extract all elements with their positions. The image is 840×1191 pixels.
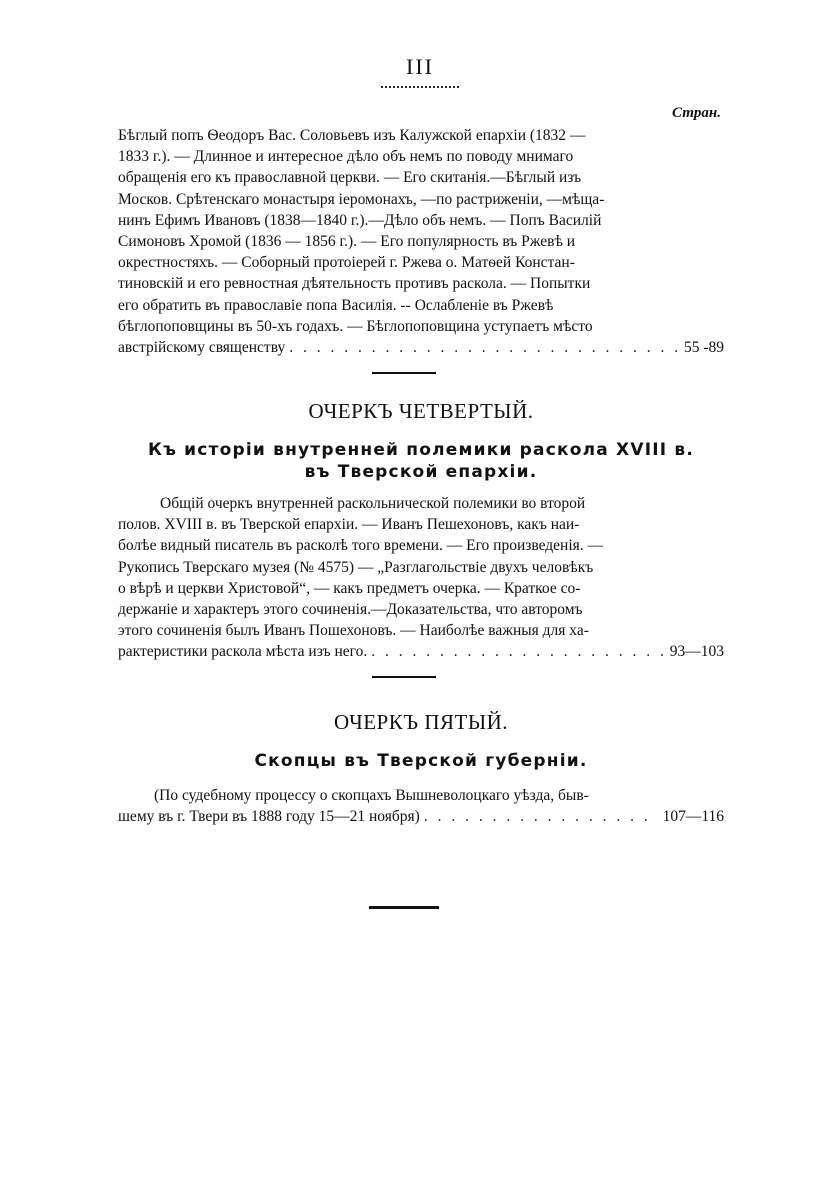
text-line: Бѣглый попъ Ѳеодоръ Вас. Соловьевъ изъ Калужской епархіи (1832 —: [118, 127, 586, 144]
page-number-dotted-rule: [381, 86, 459, 88]
text-line: Общій очеркъ внутренней раскольнической полемики во второй: [160, 495, 586, 512]
page-range: 55 -89: [683, 338, 724, 356]
toc-entry-last-line: [118, 806, 724, 827]
page-range: 107—116: [662, 808, 724, 826]
text-line: тиновскій и его ревностная дѣятельность противъ раскола. — Попытки: [118, 275, 591, 293]
text-line: Симоновъ Хромой (1836 — 1856 г.). — Его популярность въ Ржевѣ и: [118, 232, 576, 250]
text-line-end: рактеристики раскола мѣста изъ него.: [118, 643, 368, 661]
text-line: окрестностяхъ. — Соборный протоіерей г. Ржева о. Матѳей Констан-: [118, 254, 575, 272]
text-line: его обратить въ православіе попа Василія. -- Ослабленіе въ Ржевѣ: [118, 296, 554, 314]
toc-entry-last-line: [118, 641, 724, 662]
text-line: обращенія его къ православной церкви. — Его скитанія.—Бѣглый изъ: [118, 169, 582, 187]
pages-column-label: Стран.: [672, 105, 721, 121]
text-line: (По судебному процессу о скопцахъ Вышневолоцкаго уѣзда, быв-: [154, 787, 589, 804]
page-range: 93—103: [669, 643, 724, 661]
dot-leader: [367, 641, 664, 662]
text-line: о вѣрѣ и церкви Христовой“, — какъ предметъ очерка. — Краткое со-: [118, 579, 581, 597]
essay-subtitle: въ Тверской епархіи.: [304, 462, 538, 482]
text-line: Москов. Срѣтенскаго монастыря іеромонахъ, —по растриженіи, —мѣща-: [118, 190, 605, 208]
essay-subtitle: Скопцы въ Тверской губерніи.: [254, 751, 588, 771]
section-5-text: [118, 785, 724, 827]
text-line-end: шему въ г. Твери въ 1888 году 15—21 ноября): [118, 808, 420, 826]
toc-entry-last-line: [118, 337, 724, 358]
text-line: этого сочиненія былъ Иванъ Пошехоновъ. — Наиболѣе важныя для ха-: [118, 622, 589, 640]
text-line: полов. XVIII в. въ Тверской епархіи. — Иванъ Пешехоновъ, какъ наи-: [118, 516, 580, 534]
page-number: III: [406, 54, 434, 79]
section-divider: [372, 676, 436, 678]
section-3-text: [118, 125, 724, 358]
text-line: 1833 г.). — Длинное и интересное дѣло объ немъ по поводу мнимаго: [118, 148, 574, 166]
text-line: болѣе видный писатель въ расколѣ того времени. — Его произведенія. —: [118, 537, 604, 555]
essay-subtitle: Къ исторіи внутренней полемики раскола XVIII в.: [147, 440, 695, 460]
text-line: нинъ Ефимъ Ивановъ (1838—1840 г.).—Дѣло объ немъ. — Попъ Василій: [118, 211, 602, 229]
dot-leader: [420, 806, 657, 827]
essay-heading: ОЧЕРКЪ ЧЕТВЕРТЫЙ.: [308, 399, 534, 423]
section-4-text: [118, 493, 724, 663]
essay-heading: ОЧЕРКЪ ПЯТЫЙ.: [333, 710, 509, 734]
text-line-end: австрійскому священству: [118, 338, 286, 356]
dot-leader: [285, 337, 678, 358]
text-line: Рукопись Тверскаго музея (№ 4575) — „Разглагольствіе двухъ человѣкъ: [118, 558, 594, 576]
end-divider: [369, 906, 439, 909]
text-line: бѣглопоповщины въ 50-хъ годахъ. — Бѣглопоповщина уступаетъ мѣсто: [118, 317, 593, 335]
section-divider: [372, 372, 436, 374]
text-line: держаніе и характеръ этого сочиненія.—Доказательства, что авторомъ: [118, 600, 583, 618]
